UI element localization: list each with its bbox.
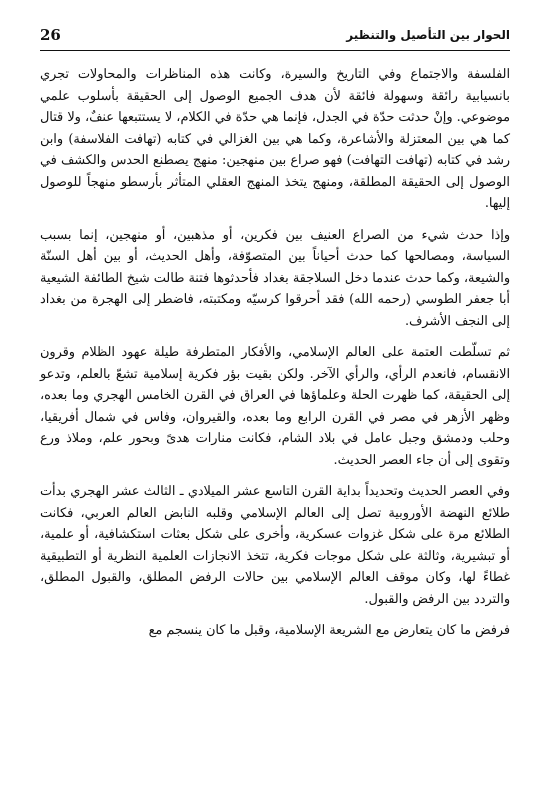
page-number: 26 [40, 26, 61, 44]
header-rule [40, 50, 510, 51]
paragraph: الفلسفة والاجتماع وفي التاريخ والسيرة، وكانت هذه المناظرات والمحاولات تجري بانسيابية رائقة وسهولة فائقة لأن هدف الجميع الوصول إلى الحقيقة بأسلوب علمي موضوعي. وإنْ حدثت حدّة في الجدل، فإنما هي حدّة في الكلام، لا يستتبعها عنفٌ، ولا قتال كما هي بين المعتزلة والأشاعرة، وكما هي بين الغزالي في كتابه (تهافت الفلاسفة) وابن رشد في كتابه (تهافت التهافت) فهو صراع بين منهجين: منهج يصطنع الحدس والكشف في الوصول إلى الحقيقة المطلقة، ومنهج يتخذ المنهج العقلي المتأثر بأرسطو منهجاً للوصول إليها. [40, 67, 510, 211]
paragraph: فرفض ما كان يتعارض مع الشريعة الإسلامية، وقبل ما كان ينسجم مع [148, 623, 510, 638]
body-text [40, 64, 510, 652]
running-title: الحوار بين التأصيل والتنظير [346, 28, 510, 42]
paragraph: ثم تسلّطت العتمة على العالم الإسلامي، والأفكار المتطرفة طيلة عهود الظلام وقرون الانقسام، فانعدم الرأي، والرأي الآخر. ولكن بقيت بؤر فكرية إسلامية تشعّ بالعلم، وتدعو إلى الحقيقة، كما ظهرت الحلة وعلماؤها في العراق في القرن الخامس الهجري وما بعده، وظهر الأزهر في مصر في القرن الرابع وما بعده، والقيروان، وفاس في شمال أفريقيا، وحلب ودمشق وجبل عامل في بلاد الشام، فكانت منارات هدىً وبحور علم، وملاذ ورع وتقوى إلى أن جاء العصر الحديث. [40, 345, 510, 468]
paragraph: وفي العصر الحديث وتحديداً بداية القرن التاسع عشر الميلادي ـ الثالث عشر الهجري بدأت طلائع النهضة الأوروبية تصل إلى العالم الإسلامي وقلبه النابض العالم العربي، فكانت الطلائع مرة على شكل غزوات عسكرية، وأخرى على شكل بعثات استكشافية، أو علمية، أو تبشيرية، وثالثة على شكل موجات فكرية، تتخذ الانجازات العلمية النظرية أو التطبيقية غطاءً لها، وكان موقف العالم الإسلامي بين حالات الرفض المطلق، والقبول المطلق، والتردد بين الرفض والقبول. [40, 484, 510, 607]
paragraph: وإذا حدث شيء من الصراع العنيف بين فكرين، أو مذهبين، أو منهجين، إنما بسبب السياسة، ومصالحها كما حدث أحياناً بين المتصوّفة، وأهل الحديث، أو بين أهل السنّة والشيعة، وكما حدث عندما دخل السلاجقة بغداد فأحدثوها فتنة طالت شيخ الطائفة الشيعية أبا جعفر الطوسي (رحمه الله) فقد أحرقوا كرسيّه ومكتبته، فاضطر إلى الهجرة من بغداد إلى النجف الأشرف. [40, 227, 510, 329]
page-header [40, 28, 510, 50]
